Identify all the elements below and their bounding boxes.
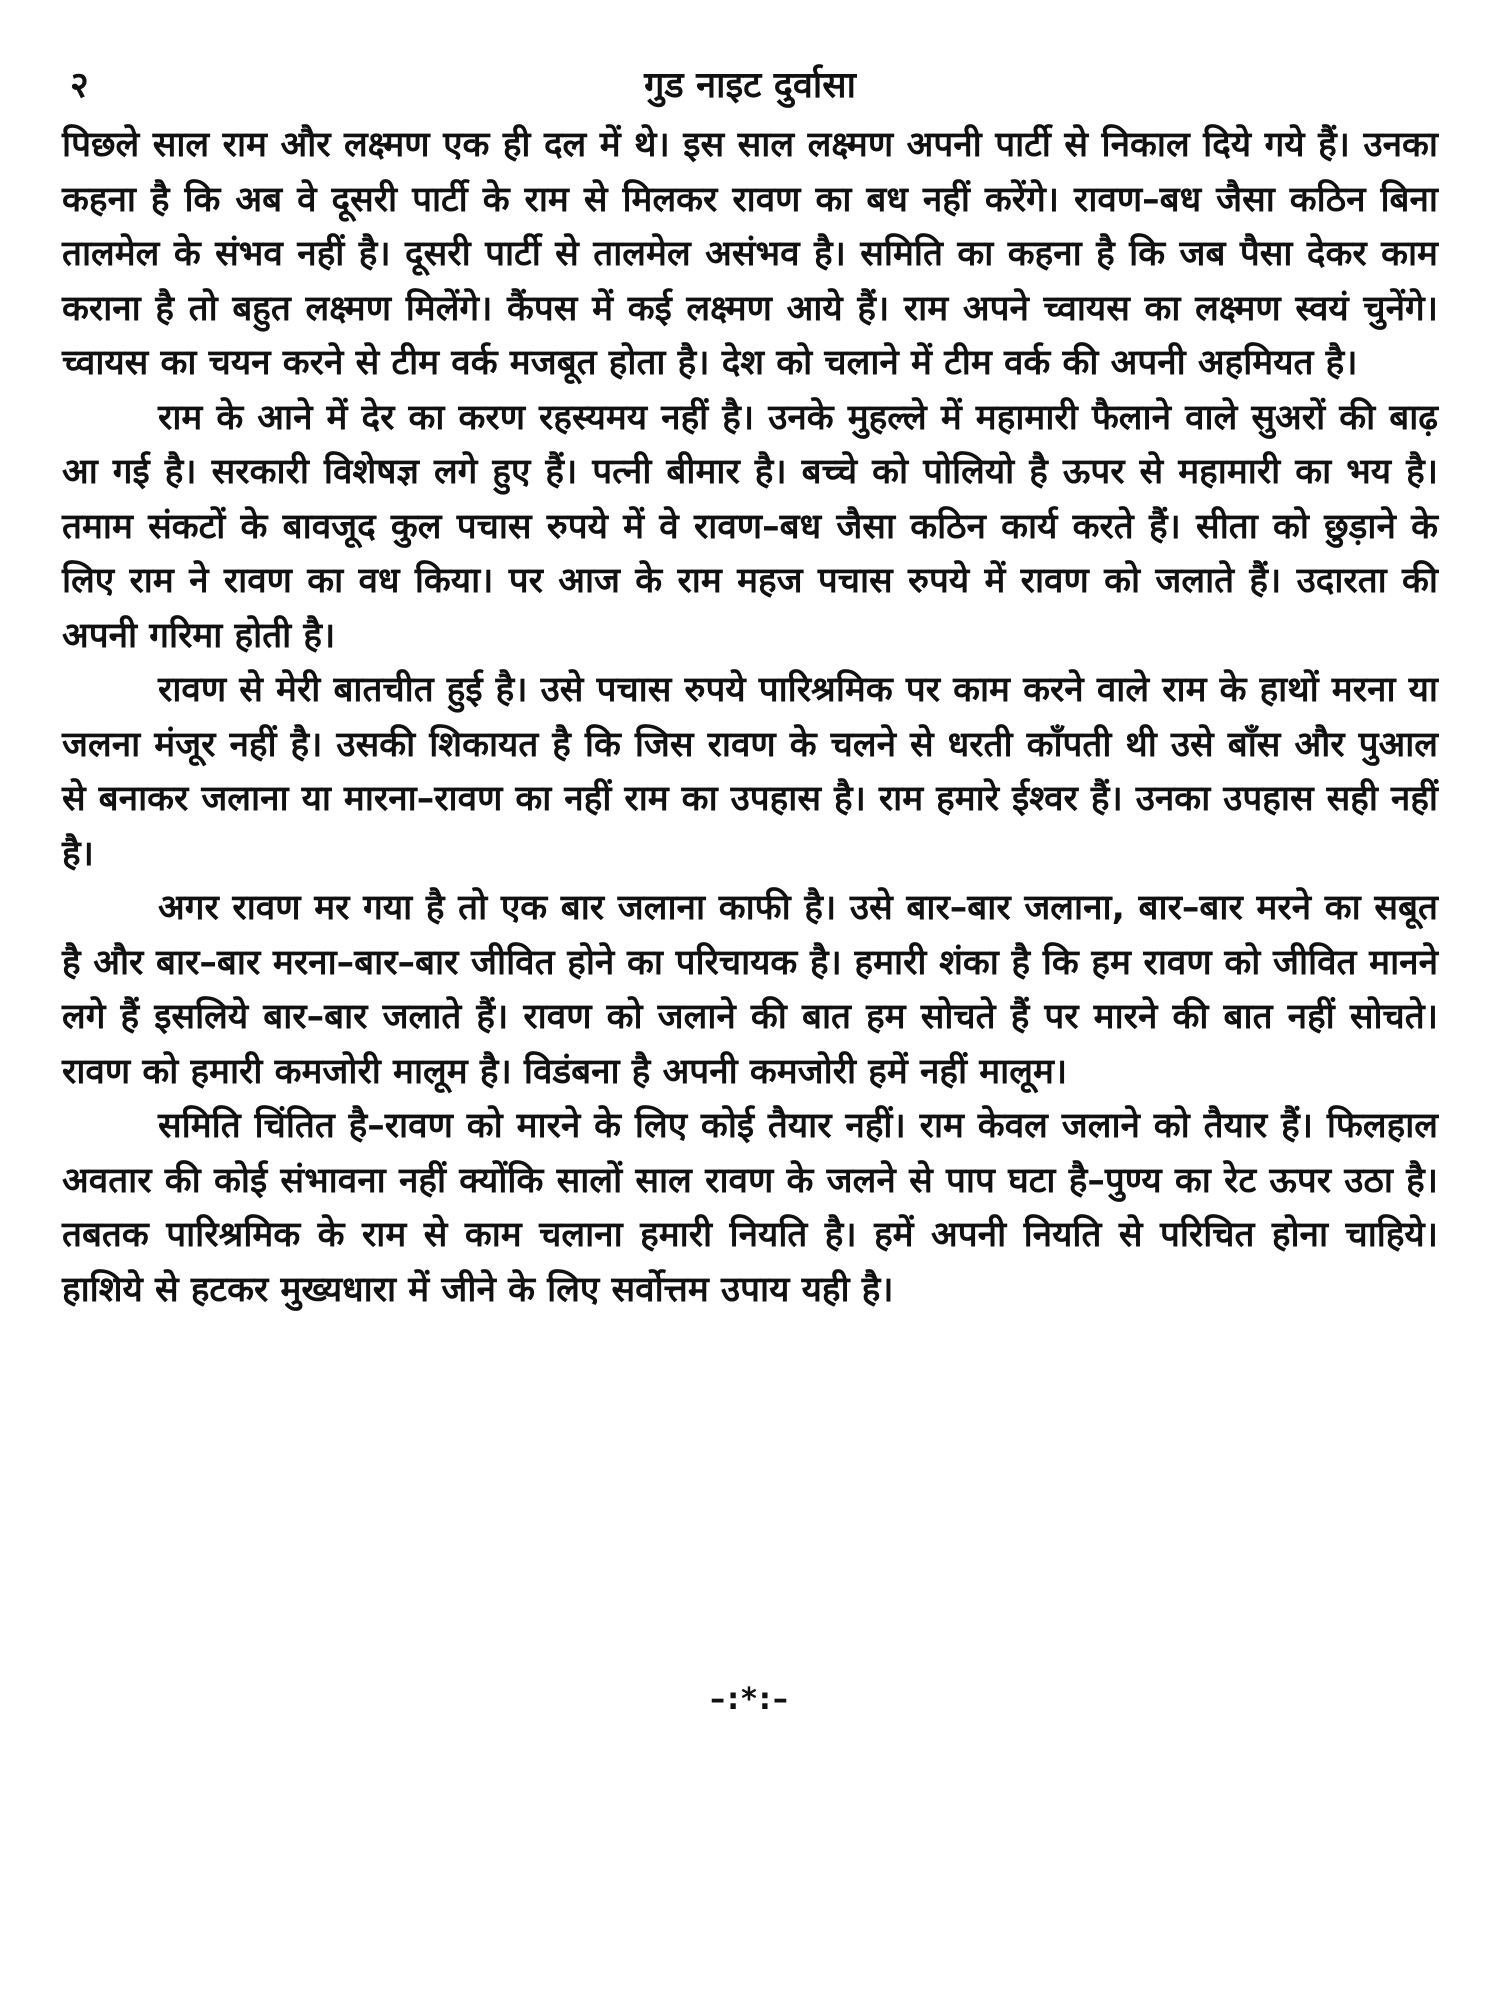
paragraph-2: राम के आने में देर का करण रहस्यमय नहीं है। उनके मुहल्ले में महामारी फैलाने वाले सुअरों की बाढ़ आ गई है। सरकारी विशेषज्ञ लगे हुए हैं। पत्नी बीमार है। बच्चे को पोलियो है ऊपर से महामारी का भय है। तमाम संकटों के बावजूद कुल पचास रुपये में वे रावण–बध जैसा कठिन कार्य करते हैं। सीता को छुड़ाने के लिए राम ने रावण का वध किया। पर आज के राम महज पचास रुपये में रावण को जलाते हैं। उदारता की अपनी गरिमा होती है। [62, 397, 1438, 656]
paragraph-4: अगर रावण मर गया है तो एक बार जलाना काफी है। उसे बार–बार जलाना, बार–बार मरने का सबूत है और बार–बार मरना–बार–बार जीवित होने का परिचायक है। हमारी शंका है कि हम रावण को जीवित मानने लगे हैं इसलिये बार–बार जलाते हैं। रावण को जलाने की बात हम सोचते हैं पर मारने की बात नहीं सोचते। रावण को हमारी कमजोरी मालूम है। विडंबना है अपनी कमजोरी हमें नहीं मालूम। [62, 888, 1438, 1092]
body-text [62, 118, 1438, 1317]
section-end-mark: –:*:– [710, 1682, 790, 1717]
page-number: २ [70, 65, 89, 106]
running-header [62, 58, 1438, 118]
paragraph-1: पिछले साल राम और लक्ष्मण एक ही दल में थे। इस साल लक्ष्मण अपनी पार्टी से निकाल दिये गये हैं। उनका कहना है कि अब वे दूसरी पार्टी के राम से मिलकर रावण का बध नहीं करेंगे। रावण–बध जैसा कठिन बिना तालमेल के संभव नहीं है। दूसरी पार्टी से तालमेल असंभव है। समिति का कहना है कि जब पैसा देकर काम कराना है तो बहुत लक्ष्मण मिलेंगे। कैंपस में कई लक्ष्मण आये हैं। राम अपने च्वायस का लक्ष्मण स्वयं चुनेंगे। च्वायस का चयन करने से टीम वर्क मजबूत होता है। देश को चलाने में टीम वर्क की अपनी अहमियत है। [62, 125, 1438, 383]
book-title: गुड नाइट दुर्वासा [644, 65, 856, 106]
paragraph-5: समिति चिंतित है–रावण को मारने के लिए कोई तैयार नहीं। राम केवल जलाने को तैयार हैं। फिलहाल अवतार की कोई संभावना नहीं क्योंकि सालों साल रावण के जलने से पाप घटा है–पुण्य का रेट ऊपर उठा है। तबतक पारिश्रमिक के राम से काम चलाना हमारी नियति है। हमें अपनी नियति से परिचित होना चाहिये। हाशिये से हटकर मुख्यधारा में जीने के लिए सर्वोत्तम उपाय यही है। [62, 1106, 1438, 1310]
paragraph-3: रावण से मेरी बातचीत हुई है। उसे पचास रुपये पारिश्रमिक पर काम करने वाले राम के हाथों मरना या जलना मंजूर नहीं है। उसकी शिकायत है कि जिस रावण के चलने से धरती काँपती थी उसे बाँस और पुआल से बनाकर जलाना या मारना–रावण का नहीं राम का उपहास है। राम हमारे ईश्वर हैं। उनका उपहास सही नहीं है। [62, 670, 1438, 874]
